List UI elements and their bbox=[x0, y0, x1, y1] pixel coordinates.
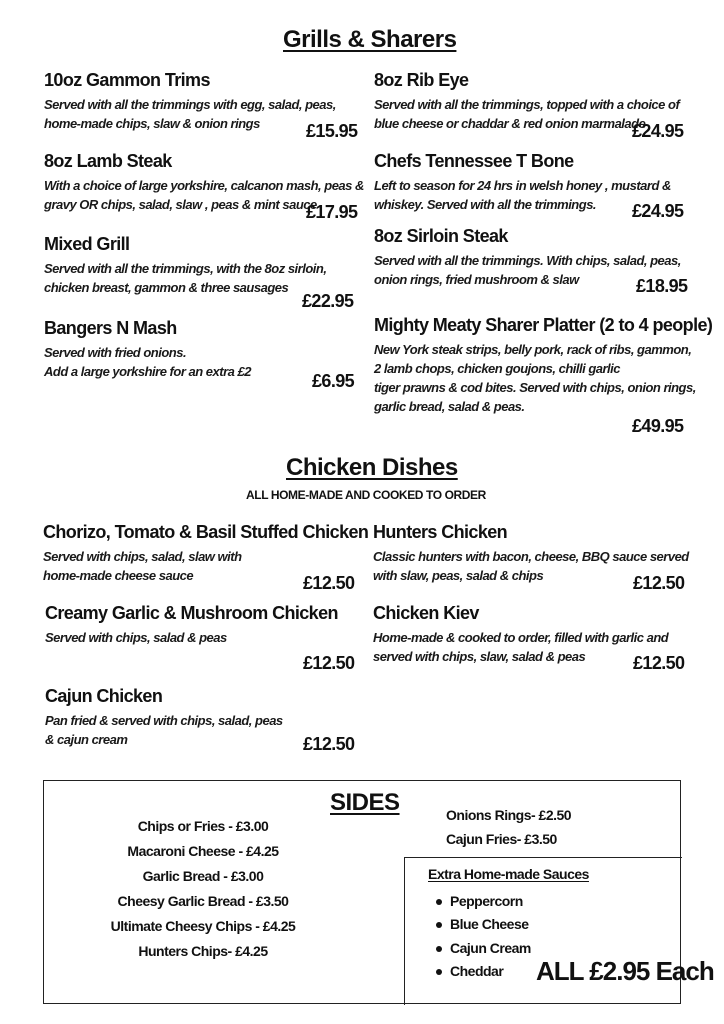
item-name: 8oz Rib Eye bbox=[374, 70, 469, 90]
menu-item-sirloin-steak bbox=[374, 226, 681, 289]
item-desc-line: Served with all the trimmings with egg, salad, peas, bbox=[44, 97, 336, 112]
item-desc-line: Served with all the trimmings, with the 8oz sirloin, bbox=[44, 261, 327, 276]
side-item: Garlic Bread - £3.00 bbox=[142, 868, 264, 884]
item-price: £17.95 bbox=[306, 202, 358, 222]
item-name: Chorizo, Tomato & Basil Stuffed Chicken bbox=[43, 522, 369, 542]
item-name: Creamy Garlic & Mushroom Chicken bbox=[45, 603, 338, 623]
item-name: Hunters Chicken bbox=[373, 522, 508, 542]
sauce-label: Cajun Cream bbox=[450, 940, 531, 956]
side-item: Macaroni Cheese - £4.25 bbox=[127, 843, 279, 859]
item-price: £12.50 bbox=[303, 573, 355, 593]
menu-item-gammon-trims bbox=[44, 70, 336, 133]
item-desc-line: home-made chips, slaw & onion rings bbox=[44, 116, 260, 131]
item-price: £12.50 bbox=[633, 573, 685, 593]
sauce-label: Cheddar bbox=[450, 963, 504, 979]
item-name: Mighty Meaty Sharer Platter (2 to 4 people) bbox=[374, 315, 713, 335]
item-desc-line: Add a large yorkshire for an extra £2 bbox=[44, 364, 251, 379]
item-desc-line: New York steak strips, belly pork, rack of ribs, gammon, bbox=[374, 342, 692, 357]
side-item: Cheesy Garlic Bread - £3.50 bbox=[117, 893, 289, 909]
item-name: Chefs Tennessee T Bone bbox=[374, 151, 574, 171]
item-desc-line: Served with fried onions. bbox=[44, 345, 187, 360]
item-desc-line: Served with chips, salad & peas bbox=[45, 630, 227, 645]
item-desc-line: gravy OR chips, salad, slaw , peas & mint sauce bbox=[44, 197, 317, 212]
item-desc-line: chicken breast, gammon & three sausages bbox=[44, 280, 289, 295]
sauce-item bbox=[436, 940, 531, 956]
item-name: Mixed Grill bbox=[44, 234, 130, 254]
item-desc-line: with slaw, peas, salad & chips bbox=[373, 568, 544, 583]
item-desc-line: blue cheese or chaddar & red onion marmalade bbox=[374, 116, 646, 131]
sauces-price: ALL £2.95 Each bbox=[536, 956, 714, 986]
bullet-icon bbox=[436, 922, 442, 928]
item-name: 8oz Sirloin Steak bbox=[374, 226, 508, 246]
item-desc-line: Served with all the trimmings, topped with a choice of bbox=[374, 97, 680, 112]
item-price: £12.50 bbox=[303, 653, 355, 673]
item-price: £18.95 bbox=[636, 276, 688, 296]
item-desc-line: garlic bread, salad & peas. bbox=[374, 399, 525, 414]
sauces-title: Extra Home-made Sauces bbox=[428, 866, 589, 882]
item-name: 10oz Gammon Trims bbox=[44, 70, 210, 90]
item-name: 8oz Lamb Steak bbox=[44, 151, 172, 171]
side-item: Cajun Fries- £3.50 bbox=[446, 831, 557, 847]
menu-item-t-bone bbox=[374, 151, 671, 214]
item-desc-line: whiskey. Served with all the trimmings. bbox=[374, 197, 597, 212]
item-desc-line: Home-made & cooked to order, filled with garlic and bbox=[373, 630, 669, 645]
grills-title: Grills & Sharers bbox=[283, 26, 457, 53]
side-item: Hunters Chips- £4.25 bbox=[138, 943, 268, 959]
item-price: £15.95 bbox=[306, 121, 358, 141]
menu-item-creamy-garlic-chicken bbox=[45, 603, 338, 647]
item-desc-line: Served with chips, salad, slaw with bbox=[43, 549, 242, 564]
menu-item-mixed-grill bbox=[44, 234, 326, 297]
menu-item-chicken-kiev bbox=[373, 603, 668, 666]
item-price: £12.50 bbox=[303, 734, 355, 754]
item-desc-line: Left to season for 24 hrs in welsh honey , mustard & bbox=[374, 178, 671, 193]
item-desc-line: Classic hunters with bacon, cheese, BBQ sauce served bbox=[373, 549, 689, 564]
sauce-item bbox=[436, 893, 523, 909]
menu-item-bangers-n-mash bbox=[44, 318, 251, 381]
bullet-icon bbox=[436, 969, 442, 975]
sauce-label: Blue Cheese bbox=[450, 916, 529, 932]
bullet-icon bbox=[436, 946, 442, 952]
item-price: £24.95 bbox=[632, 121, 684, 141]
menu-item-cajun-chicken bbox=[45, 686, 283, 749]
item-price: £24.95 bbox=[632, 201, 684, 221]
item-desc-line: served with chips, slaw, salad & peas bbox=[373, 649, 586, 664]
item-desc-line: & cajun cream bbox=[45, 732, 128, 747]
sides-title: SIDES bbox=[330, 789, 400, 816]
item-price: £6.95 bbox=[312, 371, 355, 391]
item-desc-line: Pan fried & served with chips, salad, peas bbox=[45, 713, 283, 728]
item-desc-line: With a choice of large yorkshire, calcanon mash, peas & bbox=[44, 178, 364, 193]
menu-item-sharer-platter bbox=[374, 315, 712, 416]
sauce-item bbox=[436, 963, 503, 979]
side-item: Chips or Fries - £3.00 bbox=[137, 818, 269, 834]
sauce-item bbox=[436, 916, 529, 932]
item-price: £12.50 bbox=[633, 653, 685, 673]
item-name: Chicken Kiev bbox=[373, 603, 479, 623]
side-item: Ultimate Cheesy Chips - £4.25 bbox=[110, 918, 296, 934]
sauce-label: Peppercorn bbox=[450, 893, 523, 909]
item-price: £49.95 bbox=[632, 416, 684, 436]
item-desc-line: Served with all the trimmings. With chips, salad, peas, bbox=[374, 253, 681, 268]
bullet-icon bbox=[436, 899, 442, 905]
item-desc-line: 2 lamb chops, chicken goujons, chilli garlic bbox=[374, 361, 621, 376]
side-item: Onions Rings- £2.50 bbox=[446, 807, 572, 823]
chicken-subtitle: ALL HOME-MADE AND COOKED TO ORDER bbox=[246, 488, 486, 502]
item-name: Cajun Chicken bbox=[45, 686, 163, 706]
sides-list bbox=[103, 818, 303, 968]
item-desc-line: onion rings, fried mushroom & slaw bbox=[374, 272, 579, 287]
item-name: Bangers N Mash bbox=[44, 318, 177, 338]
item-price: £22.95 bbox=[302, 291, 354, 311]
chicken-title: Chicken Dishes bbox=[286, 454, 458, 481]
item-desc-line: home-made cheese sauce bbox=[43, 568, 194, 583]
item-desc-line: tiger prawns & cod bites. Served with chips, onion rings, bbox=[374, 380, 696, 395]
